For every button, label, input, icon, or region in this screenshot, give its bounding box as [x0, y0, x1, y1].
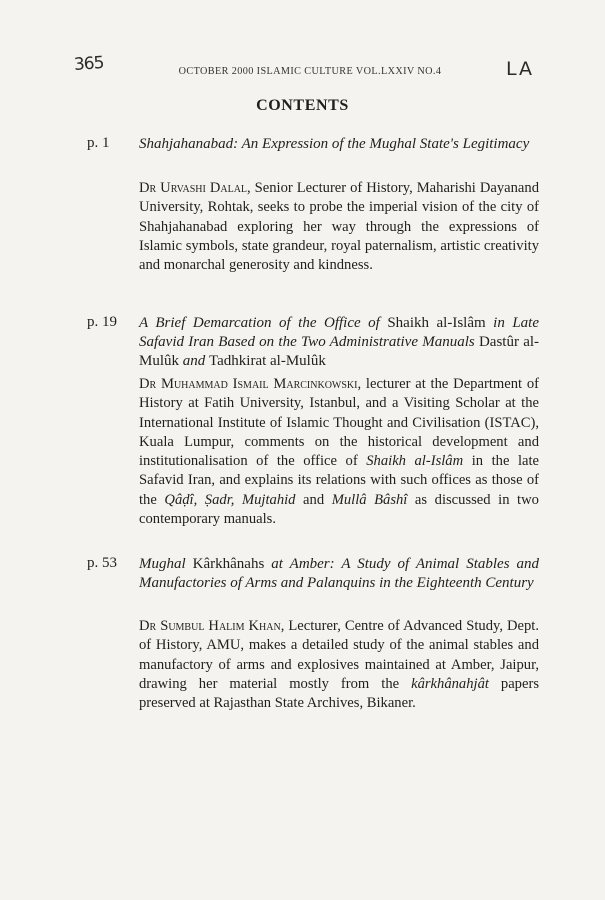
entry-title-text: Shahjahanabad: An Expression of the Mughal State's Legitimacy	[139, 136, 530, 152]
handwritten-page-number: 365	[73, 52, 105, 76]
entry-author: Dr Muhammad Ismail Marcinkowski	[139, 376, 358, 392]
entry-title-text: Mughal	[139, 556, 186, 572]
entry-title-text: and	[182, 353, 206, 369]
page-title: CONTENTS	[256, 97, 349, 114]
entry-title-text: in Late Safavid Iran Based on the Two Administrative Manuals	[139, 315, 540, 350]
entry-term: Mullâ Bâshî	[331, 491, 408, 508]
entry-title-text: at Amber: A Study of Animal Stables and Manufactories of Arms and Palanquins in the Eighteenth Century	[139, 556, 540, 591]
entry-title	[139, 555, 539, 593]
entry-author: Dr Sumbul Halim Khan	[139, 618, 281, 634]
entry-title	[139, 135, 539, 154]
entry-description-text: , lecturer at the Department of History at Fatih University, Istanbul, and a Visiting Scholar at the International Institute of Islamic Thought and Civilisation (ISTAC), Kuala Lumpur, comments on the historical development and institutionalisation of the office of	[139, 376, 539, 470]
entry-title	[139, 314, 539, 371]
entry-title-term: Tadhkirat al-Mulûk	[209, 353, 326, 369]
entry-description	[139, 617, 539, 713]
entry-description-text: as discussed in two contemporary manuals.	[139, 491, 539, 528]
entry-title-term: Shaikh al-Islâm	[387, 315, 486, 331]
entry-description	[139, 179, 539, 275]
entry-page-ref: p. 1	[87, 135, 110, 151]
entry-page-ref: p. 19	[87, 314, 117, 330]
entry-description-text: , Lecturer, Centre of Advanced Study, Dept. of History, AMU, makes a detailed study of the animal stables and manufactory of arms and explosives maintained at Amber, Jaipur, drawing her material mostly from the	[139, 618, 539, 692]
entry-term: Qâḍî, Ṣadr, Mujtahid	[164, 491, 296, 508]
entry-description-text: papers preserved at Rajasthan State Archives, Bikaner.	[139, 675, 539, 712]
entry-title-term: Kârkhânahs	[192, 556, 265, 572]
entry-title-text: A Brief Demarcation of the Office of	[139, 315, 380, 331]
entry-page-ref: p. 53	[87, 555, 117, 571]
entry-title-term: Dastûr al-Mulûk	[139, 334, 540, 369]
entry-description-text: , Senior Lecturer of History, Maharishi Dayanand University, Rohtak, seeks to probe the imperial vision of the city of Shahjahanabad exploring her way through the expressions of Islamic symbols, state grandeur, royal paternalism, artistic creativity and monarchal generosity and kindness.	[139, 180, 539, 274]
handwritten-initials: LA	[506, 58, 535, 80]
entry-term: kârkhânahjât	[411, 675, 489, 692]
entry-author: Dr Urvashi Dalal	[139, 180, 248, 196]
entry-description-text: in the late Safavid Iran, and explains its relations with such offices as those of the	[139, 453, 540, 508]
entry-description-text: and	[303, 491, 325, 508]
running-head: OCTOBER 2000 ISLAMIC CULTURE VOL.LXXIV NO.4	[178, 66, 442, 77]
entry-term: Shaikh al-Islâm	[366, 453, 464, 470]
entry-description	[139, 375, 539, 529]
